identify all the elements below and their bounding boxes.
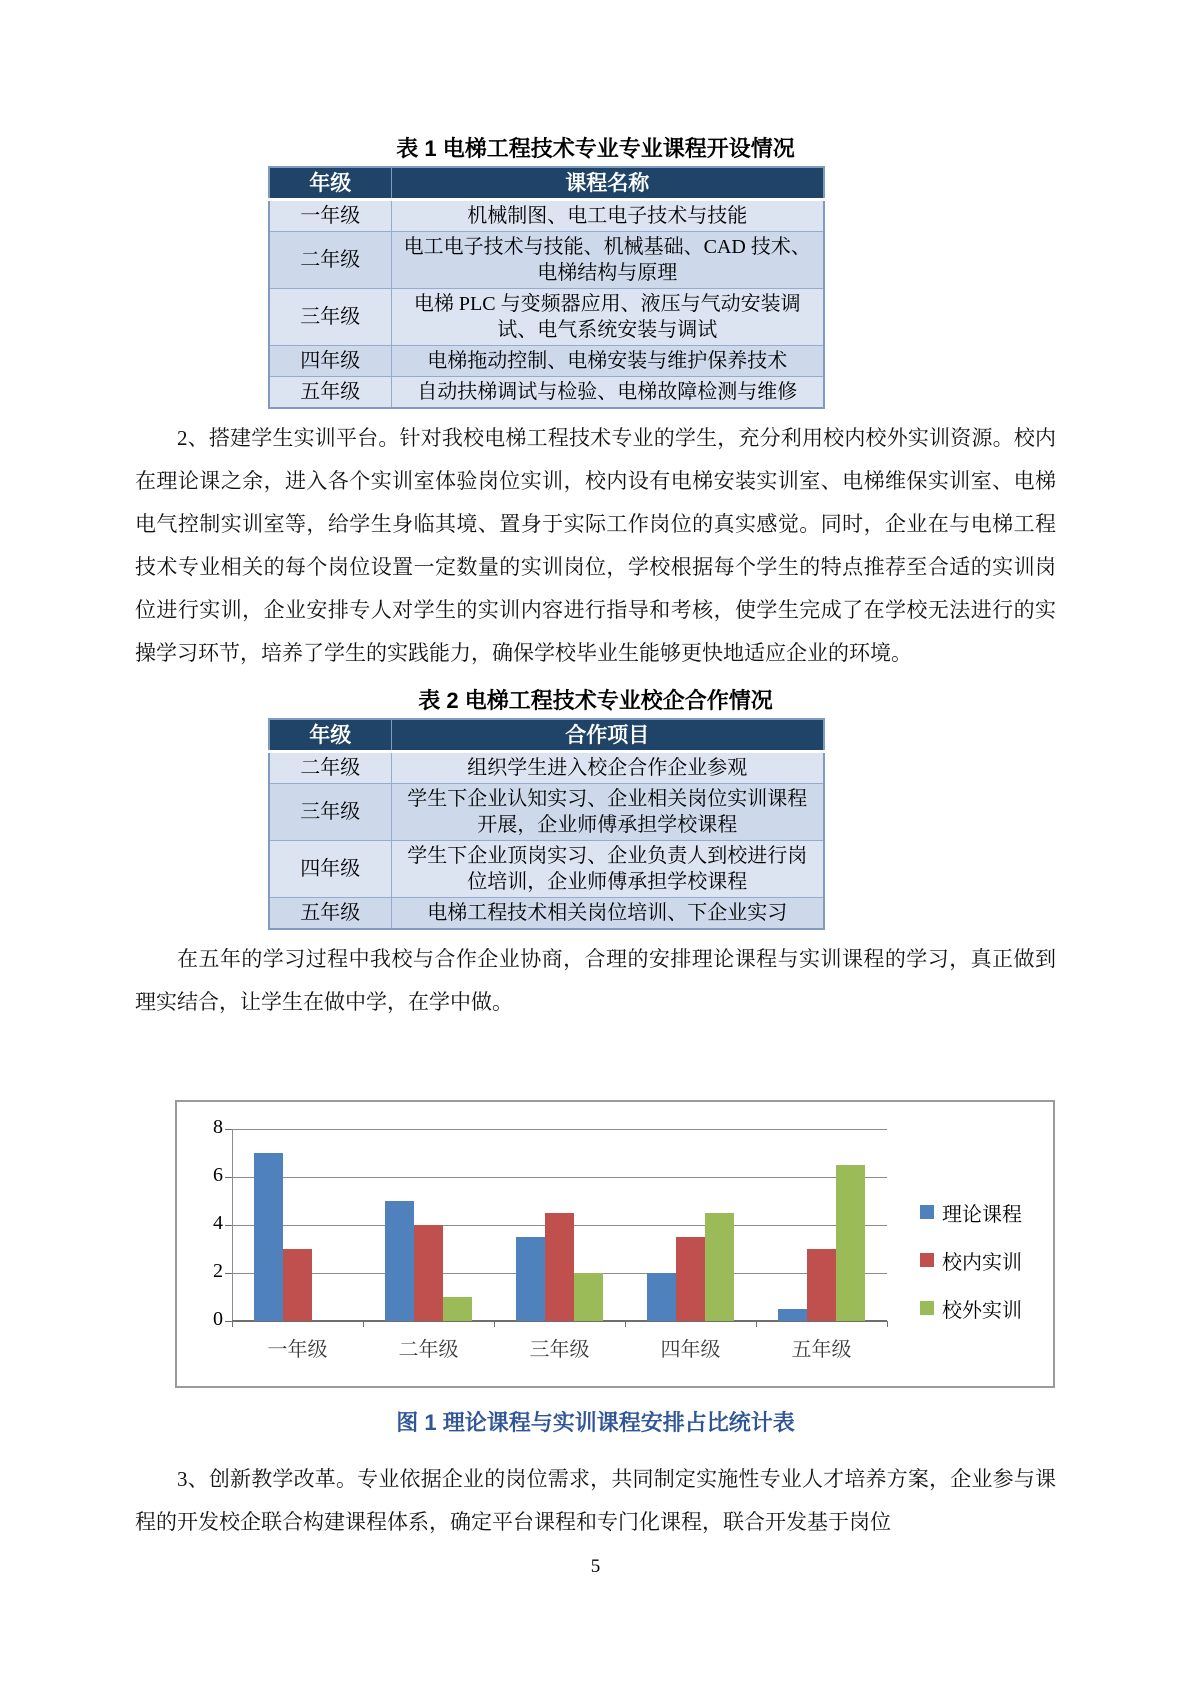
table-cell: 二年级 <box>269 751 391 783</box>
y-tick-label: 4 <box>213 1211 223 1234</box>
x-tick-mark <box>887 1321 888 1327</box>
legend-swatch-校内实训 <box>920 1253 934 1267</box>
bar-校内实训-三年级 <box>545 1213 574 1321</box>
legend-label: 校内实训 <box>942 1251 1022 1274</box>
table-cell: 二年级 <box>269 232 391 289</box>
y-tick-label: 0 <box>213 1307 223 1330</box>
bar-理论课程-二年级 <box>385 1201 414 1321</box>
table-cell: 学生下企业顶岗实习、企业负责人到校进行岗位培训，企业师傅承担学校课程 <box>391 840 824 897</box>
table-cell: 组织学生进入校企合作企业参观 <box>391 751 824 783</box>
bar-校外实训-四年级 <box>705 1213 734 1321</box>
table-row <box>269 783 824 840</box>
table-cell: 电工电子技术与技能、机械基础、CAD 技术、电梯结构与原理 <box>391 232 824 289</box>
paragraph-training-platform: 2、搭建学生实训平台。针对我校电梯工程技术专业的学生，充分利用校内校外实训资源。校内在理论课之余，进入各个实训室体验岗位实训，校内设有电梯安装实训室、电梯维保实训室、电梯电气控制实训室等，给学生身临其境、置身于实际工作岗位的真实感觉。同时，企业在与电梯工程技术专业相关的每个岗位设置一定数量的实训岗位，学校根据每个学生的特点推荐至合适的实训岗位进行实训，企业安排专人对学生的实训内容进行指导和考核，使学生完成了在学校无法进行的实操学习环节，培养了学生的实践能力，确保学校毕业生能够更快地适应企业的环境。 <box>135 426 1056 666</box>
x-tick-mark <box>625 1321 626 1327</box>
legend-label: 理论课程 <box>942 1203 1022 1226</box>
x-axis-label: 一年级 <box>267 1338 328 1361</box>
bar-校内实训-一年级 <box>283 1249 312 1321</box>
table-row <box>269 751 824 783</box>
table2-caption: 表 2 电梯工程技术专业校企合作情况 <box>418 687 773 713</box>
figure1-caption: 图 1 理论课程与实训课程安排占比统计表 <box>396 1409 795 1435</box>
table-header-cell: 年级 <box>269 719 391 752</box>
bar-校外实训-五年级 <box>836 1165 865 1321</box>
table-cell: 三年级 <box>269 289 391 346</box>
bar-校外实训-二年级 <box>443 1297 472 1321</box>
table1-caption: 表 1 电梯工程技术专业专业课程开设情况 <box>396 136 795 161</box>
y-tick-label: 2 <box>213 1259 223 1282</box>
table-row <box>269 232 824 289</box>
table-cell: 四年级 <box>269 346 391 377</box>
table-row <box>269 897 824 929</box>
y-tick-label: 6 <box>213 1163 223 1186</box>
table-row <box>269 377 824 409</box>
y-tick-mark <box>225 1225 232 1226</box>
table-header-cell: 课程名称 <box>391 167 824 200</box>
x-axis-label: 五年级 <box>791 1338 852 1361</box>
table-cell: 电梯拖动控制、电梯安装与维护保养技术 <box>391 346 824 377</box>
page-number: 5 <box>590 1556 601 1577</box>
legend-item <box>920 1294 1022 1323</box>
gridline <box>232 1177 887 1178</box>
y-tick-mark <box>225 1273 232 1274</box>
gridline <box>232 1129 887 1130</box>
legend-label: 校外实训 <box>942 1299 1022 1322</box>
bar-校内实训-四年级 <box>676 1237 705 1321</box>
table1-course-offerings <box>268 166 825 409</box>
bar-理论课程-一年级 <box>254 1153 283 1321</box>
figure1-bar-chart <box>175 1100 1055 1388</box>
y-tick-label: 8 <box>213 1115 223 1138</box>
bar-校外实训-三年级 <box>574 1273 603 1321</box>
table-cell: 五年级 <box>269 377 391 409</box>
table-row <box>269 840 824 897</box>
table-header-cell: 年级 <box>269 167 391 200</box>
table-row <box>269 200 824 232</box>
legend-item <box>920 1198 1022 1227</box>
table-row <box>269 346 824 377</box>
legend-swatch-校外实训 <box>920 1301 934 1315</box>
x-tick-mark <box>363 1321 364 1327</box>
paragraph-teaching-reform: 3、创新教学改革。专业依据企业的岗位需求，共同制定实施性专业人才培养方案，企业参与课程的开发校企联合构建课程体系，确定平台课程和专门化课程，联合开发基于岗位 <box>135 1466 1056 1534</box>
table-cell: 机械制图、电工电子技术与技能 <box>391 200 824 232</box>
bar-理论课程-三年级 <box>516 1237 545 1321</box>
table-cell: 电梯 PLC 与变频器应用、液压与气动安装调试、电气系统安装与调试 <box>391 289 824 346</box>
y-tick-mark <box>225 1321 232 1322</box>
table-header-row <box>269 719 824 752</box>
legend-swatch-理论课程 <box>920 1205 934 1219</box>
y-tick-mark <box>225 1129 232 1130</box>
y-tick-mark <box>225 1177 232 1178</box>
table-header-row <box>269 167 824 200</box>
table-cell: 自动扶梯调试与检验、电梯故障检测与维修 <box>391 377 824 409</box>
table-cell: 五年级 <box>269 897 391 929</box>
bar-理论课程-四年级 <box>647 1273 676 1321</box>
table-cell: 电梯工程技术相关岗位培训、下企业实习 <box>391 897 824 929</box>
table2-school-enterprise-cooperation <box>268 718 825 930</box>
bar-校内实训-二年级 <box>414 1225 443 1321</box>
table-cell: 一年级 <box>269 200 391 232</box>
x-axis-label: 三年级 <box>529 1338 590 1361</box>
table-header-cell: 合作项目 <box>391 719 824 752</box>
x-axis-label: 二年级 <box>398 1338 459 1361</box>
paragraph-five-year-plan: 在五年的学习过程中我校与合作企业协商，合理的安排理论课程与实训课程的学习，真正做到理实结合，让学生在做中学，在学中做。 <box>135 946 1056 1014</box>
table-cell: 四年级 <box>269 840 391 897</box>
bar-理论课程-五年级 <box>778 1309 807 1321</box>
x-tick-mark <box>232 1321 233 1327</box>
x-tick-mark <box>494 1321 495 1327</box>
x-tick-mark <box>756 1321 757 1327</box>
table-cell: 学生下企业认知实习、企业相关岗位实训课程开展，企业师傅承担学校课程 <box>391 783 824 840</box>
legend-item <box>920 1246 1022 1275</box>
table-cell: 三年级 <box>269 783 391 840</box>
x-axis-label: 四年级 <box>660 1338 721 1361</box>
bar-校内实训-五年级 <box>807 1249 836 1321</box>
table-row <box>269 289 824 346</box>
